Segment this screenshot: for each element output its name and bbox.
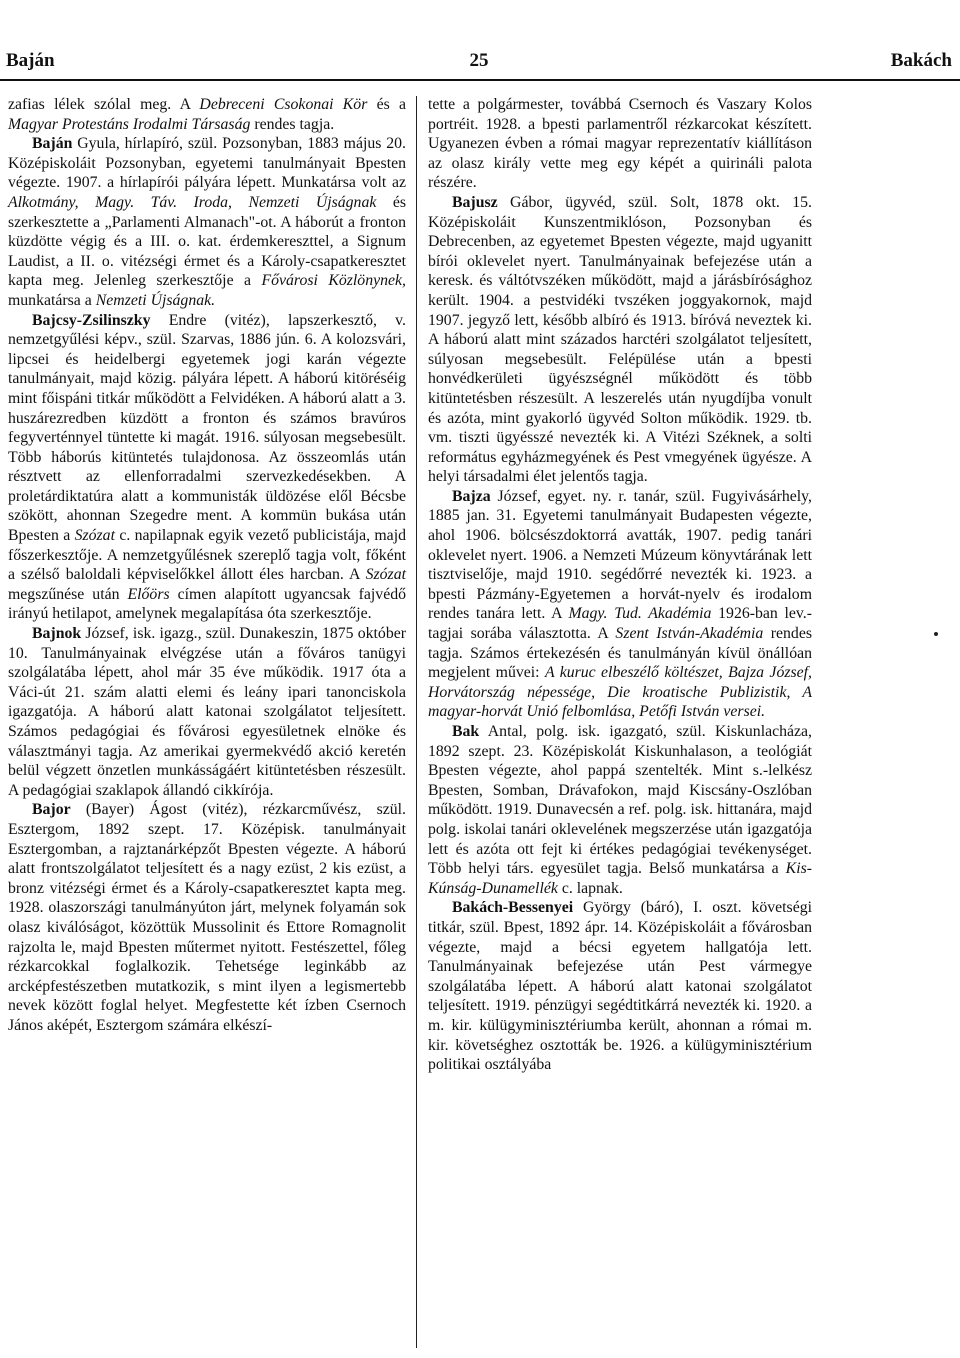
entry-continuation: tette a polgármester, továbbá Csernoch és Vaszary Kolos portréit. 1928. a bpesti parlamentről rézkarcokat készített. Ugyanezen évben a római magyar reprezentatív kiállításon az olasz király vette meg egy képét a quirináli palota részére. [428,96,812,192]
entry-bajcsy-zsilinszky: Bajcsy-Zsilinszky Endre (vitéz), lapszerkesztő, v. nemzetgyűlési képv., szül. Szarvas, 1886 jún. 6. A kolozsvári, lipcsei és heidelbergi egyetemek jogi karán végezte tanulmányait, majd közig. pályára lépett. A háború kitöréséig mint főispáni titkár működött a Felvidéken. A háború alatt a 3. huszárezredben küzdött a fronton és számos bravúros fegyverténnyel tüntette ki magát. 1916. súlyosan megsebesült. Több háborús kitüntetés tulajdonosa. Az összeomlás után résztvett az ellenforradalmi szervezkedésekben. A proletárdiktatúra alatt a kommunisták üldözése elől Bécsbe szökött, ahonnan Szegedre ment. A kommün bukása után Bpesten a Szózat c. napilapnak egyik vezető publicistája, majd főszerkesztője. A nemzetgyűlésnek szereplő tagja volt, főként a szélső baloldali képviselőkkel állott éles harcban. A Szózat megszűnése után Előörs címen alapított ugyancsak fajvédő irányú hetilapot, amelynek megalapítása óta szerkesztője. [8,311,406,623]
entry-headword: Bajcsy-Zsilinszky [32,311,151,329]
entry-bajusz-gabor: Bajusz Gábor, ügyvéd, szül. Solt, 1878 okt. 15. Középiskoláit Kunszentmiklóson, Pozsonyban és Debrecenben, az egyetemet Bpesten végezte, majd ugyanitt bírói oklevelet nyert. Tanulmányainak befejezése után a keresk. és váltótvszéken működött, majd a járásbírósághoz került. 1904. a pestvidéki tvszéken joggyakornok, majd 1907. jegyző lett, később albíró és 1913. bíróvá neveztek ki. A háború alatt mint százados harctéri szolgálatot teljesített, súlyosan megsebesült. Felépülése után a bpesti honvédkerületi ügyészségnél működött és több kitüntetésben részesült. A leszerelés után nyugdíjba vonult és azóta, mint gyakorló ügyvéd Solton működik. 1929. tb. vm. tiszti ügyésszé nevezték ki. A Vitézi Széknek, a solti református egyházmegyének és Pest vmegyének ügyésze. A helyi társadalmi élet jelentős tagja. [428,193,812,486]
left-column [8,95,406,1036]
entry-headword: Bajusz [452,193,498,211]
entry-headword: Baján [32,135,73,153]
page-number: 25 [469,50,489,71]
entry-headword: Bak [452,723,480,740]
entry-bak-antal: Bak Antal, polg. isk. igazgató, szül. Kiskunlacháza, 1892 szept. 23. Középiskolát Kiskunhalason, a teológiát Bpesten végezte, ahol pappá szentelték. Mint s.-lelkész Bpesten, Somban, Drávafokon, majd Kiscsány-Oszlóban működött. 1919. Dunavecsén a ref. polg. isk. hittanára, majd polg. iskolai tanári oklevelének megszerzése után igazgatója lett és azóta ott fejt ki értékes pedagógiai tevékenységet. Több helyi társ. egyesület tagja. Belső munkatársa a Kis-Kúnság-Dunamellék c. lapnak. [428,723,812,897]
entry-headword: Bakách-Bessenyei [452,899,574,917]
entry-bajnok-jozsef: Bajnok József, isk. igazg., szül. Dunakeszin, 1875 október 10. Tanulmányainak elvégzése után a főváros tanügyi szolgálatába lépett, ahol már 35 éve működik. 1917 óta a Váci-út 21. szám alatti elemi és leány ipari tanonciskola igazgatója. A háború alatt katonai szolgálatot teljesített. Számos pedagógiai és fővárosi egyesületnek elnöke és választmányi tagja. Az amerikai gyermekvédő akció keretén belül végzett önzetlen munkásságáért kitüntetésben részesült. A pedagógiai szaklapok állandó cikkírója. [8,625,406,799]
running-header [6,50,952,76]
entry-continuation: zafias lélek szólal meg. A Debreceni Csokonai Kör és a Magyar Protestáns Irodalmi Társaság rendes tagja. [8,96,407,133]
entry-bajor-agost: Bajor (Bayer) Ágost (vitéz), rézkarcművész, szül. Esztergom, 1892 szept. 17. Középisk. tanulmányait Esztergomban, a rajztanárképzőt Bpesten végezte. A háború alatt frontszolgálatot teljesített és a nagy ezüst, 2 kis ezüst, a bronz vitézségi érmet és a Károly-csapatkeresztet kapta meg. 1928. olaszországi tanulmányúton járt, melynek folyamán sok olasz kiválóságot, közöttük Mussolinit és Ettore Romagnolit rajzolta le, majd Bpesten műtermet nyitott. Festészettel, főleg rézkarcokkal foglalkozik. Tehetsége leginkább az arcképfestészetben mutatkozik, s mint ilyen a legismertebb nevek között foglal helyet. Megfestette két ízben Csernoch János aképét, Esztergom számára elkészí- [8,801,406,1034]
entry-bajza-jozsef: Bajza József, egyet. ny. r. tanár, szül. Fugyivásárhely, 1885 jan. 31. Egyetemi tanulmányait Budapesten végezte, ahol 1906. bölcsészdoktorrá avatták, 1907. pedig tanári oklevelet nyert. 1906. a Nemzeti Múzeum könyvtárának lett tisztviselője, majd 1910. segédőrré nevezték ki. 1923. a bpesti Pázmány-Egyetemen a horvát-nyelv és irodalom rendes tanára lett. A Magy. Tud. Akadémia 1926-ban lev.-tagjai sorába választotta. A Szent István-Akadémia rendes tagja. Számos értekezésén és tanulmányán kívül önállóan megjelent művei: A kuruc elbeszélő költészet, Bajza József, Horvátország népessége, Die kroatische Publizistik, A magyar-horvát Unió felbomlása, Petőfi István versei. [428,487,812,721]
right-column [428,95,812,1075]
header-left-guide-word: Baján [6,50,55,71]
header-rule [0,79,960,81]
entry-bajan-gyula: Baján Gyula, hírlapíró, szül. Pozsonyban, 1883 május 20. Középiskoláit Pozsonyban, egyetemi tanulmányait Bpesten végezte. 1907. a hírlapírói pályára lépett. Munkatársa volt az Alkotmány, Magy. Táv. Iroda, Nemzeti Újságnak és szerkesztette a „Parlamenti Almanach"-ot. A háborút a fronton küzdötte végig és a III. o. kat. érdemkereszttel, a Signum Laudist, a II. o. vitézségi érmet és a Károly-csapatkeresztet kapta meg. Jelenleg szerkesztője a Fővárosi Közlönynek, munkatársa a Nemzeti Újságnak. [8,135,406,309]
header-right-guide-word: Bakách [890,50,952,71]
entry-headword: Bajza [452,487,491,505]
margin-speck [934,632,938,636]
column-divider [416,96,417,1348]
entry-headword: Bajor [32,801,71,819]
entry-bakach-bessenyei: Bakách-Bessenyei György (báró), I. oszt. követségi titkár, szül. Bpest, 1892 ápr. 14. Középiskoláit a fővárosban végezte, majd a bécsi egyetem hallgatója lett. Tanulmányainak befejezése után Pest vármegye szolgálatába lépett. A háború alatt katonai szolgálatot teljesített. 1919. pénzügyi segédtitkárrá nevezték ki. 1920. a m. kir. külügyminisztériumba került, ahonnan a római m. kir. követséghez osztották be. 1926. a külügyminisztérium politikai osztályába [428,899,812,1074]
entry-headword: Bajnok [32,625,82,643]
